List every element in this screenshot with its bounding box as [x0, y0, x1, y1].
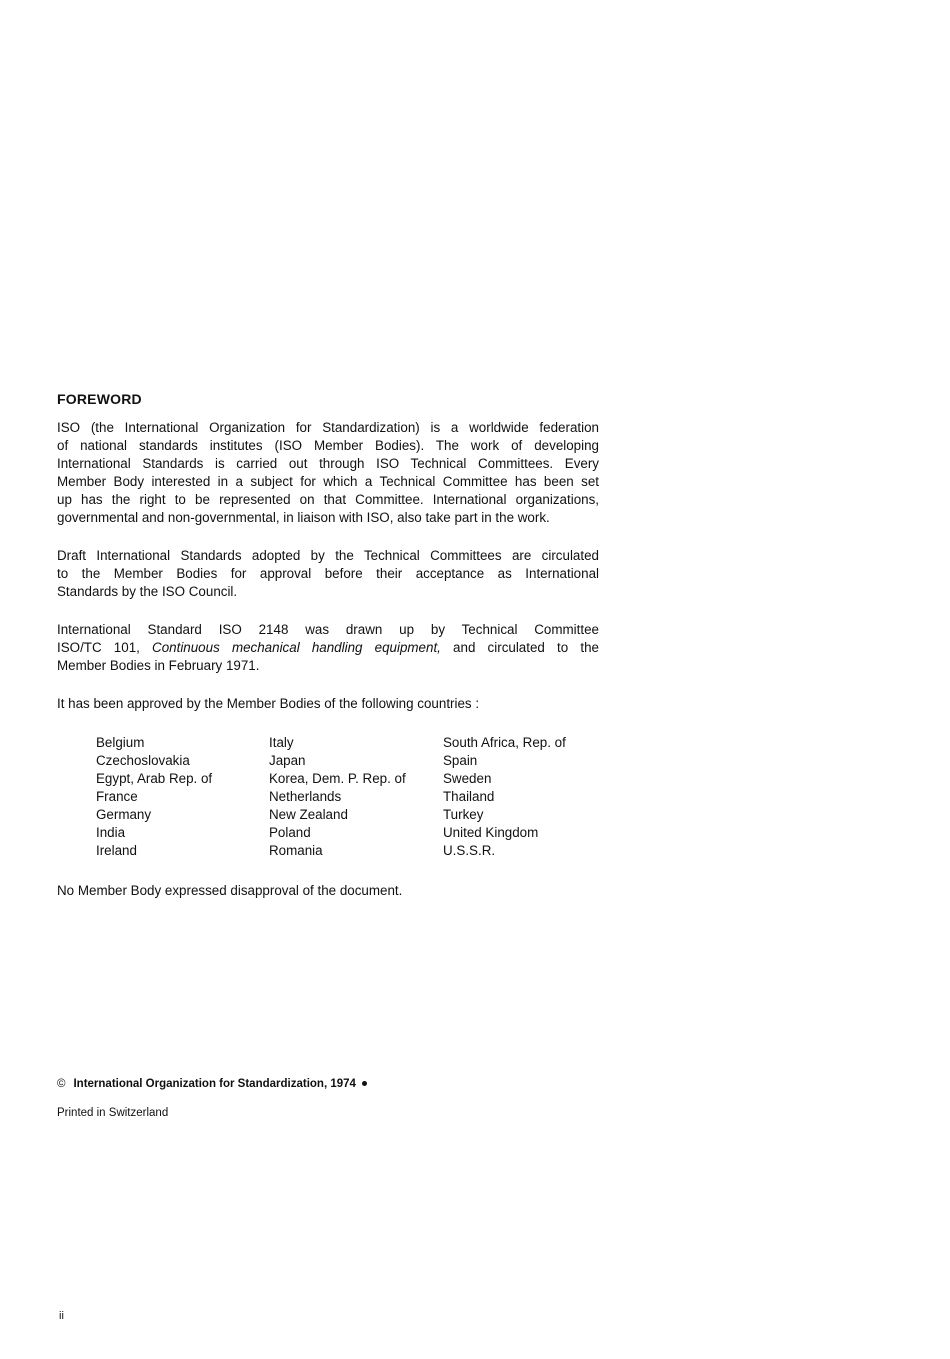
country-name: Italy — [269, 735, 294, 750]
country-name: U.S.S.R. — [443, 843, 496, 858]
paragraph-line: ISO (the International Organization for Standardization) is a worldwide federation — [57, 420, 599, 435]
paragraph-line: Standards by the ISO Council. — [57, 584, 238, 599]
country-name: Germany — [96, 807, 152, 822]
country-name: Netherlands — [269, 789, 342, 804]
country-name: Korea, Dem. P. Rep. of — [269, 771, 406, 786]
paragraph-line: governmental and non-governmental, in liaison with ISO, also take part in the work. — [57, 510, 550, 525]
printed-in-note: Printed in Switzerland — [57, 1107, 169, 1119]
country-name: Sweden — [443, 771, 492, 786]
country-name: South Africa, Rep. of — [443, 735, 566, 750]
paragraph-line: up has the right to be represented on that Committee. International organizations, — [57, 492, 599, 507]
paragraph-line: Member Bodies in February 1971. — [57, 658, 260, 673]
country-name: India — [96, 825, 126, 840]
paragraph-line: Member Body interested in a subject for which a Technical Committee has been set — [57, 474, 599, 489]
country-name: Egypt, Arab Rep. of — [96, 771, 213, 786]
country-name: New Zealand — [269, 807, 348, 822]
copyright-text: International Organization for Standardization, 1974 — [73, 1078, 356, 1090]
committee-id: ISO/TC 101, — [57, 640, 153, 655]
countries-column-1 — [96, 734, 269, 860]
paragraph-line: of national standards institutes (ISO Member Bodies). The work of developing — [57, 438, 599, 453]
country-name: Czechoslovakia — [96, 753, 190, 768]
foreword-paragraph-3 — [57, 621, 599, 675]
country-name: France — [96, 789, 138, 804]
country-name: Romania — [269, 843, 323, 858]
country-name: United Kingdom — [443, 825, 539, 840]
country-name: Thailand — [443, 789, 495, 804]
country-name: Turkey — [443, 807, 484, 822]
paragraph-line: to the Member Bodies for approval before their acceptance as International — [57, 566, 599, 581]
countries-column-2 — [269, 734, 443, 860]
paragraph-text: and circulated to the — [440, 640, 599, 655]
foreword-paragraph-5: No Member Body expressed disapproval of the document. — [57, 883, 403, 898]
committee-title: Continuous mechanical handling equipment, — [152, 640, 441, 655]
foreword-paragraph-4: It has been approved by the Member Bodies of the following countries : — [57, 696, 480, 711]
bullet-dot-icon — [362, 1081, 367, 1086]
foreword-paragraph-1 — [57, 419, 599, 527]
foreword-heading: FOREWORD — [57, 391, 142, 407]
country-name: Spain — [443, 753, 478, 768]
country-name: Poland — [269, 825, 311, 840]
page-number: ii — [59, 1310, 64, 1322]
country-name: Belgium — [96, 735, 145, 750]
foreword-paragraph-2 — [57, 547, 599, 601]
copyright-icon: © — [57, 1078, 66, 1090]
paragraph-line — [57, 639, 599, 657]
paragraph-line: Draft International Standards adopted by the Technical Committees are circulated — [57, 548, 599, 563]
countries-column-3 — [443, 734, 616, 860]
country-name: Japan — [269, 753, 306, 768]
country-name: Ireland — [96, 843, 137, 858]
member-countries-list — [96, 734, 616, 860]
paragraph-line: International Standards is carried out through ISO Technical Committees. Every — [57, 456, 599, 471]
paragraph-line: International Standard ISO 2148 was drawn up by Technical Committee — [57, 622, 599, 637]
copyright-notice — [57, 1078, 367, 1090]
